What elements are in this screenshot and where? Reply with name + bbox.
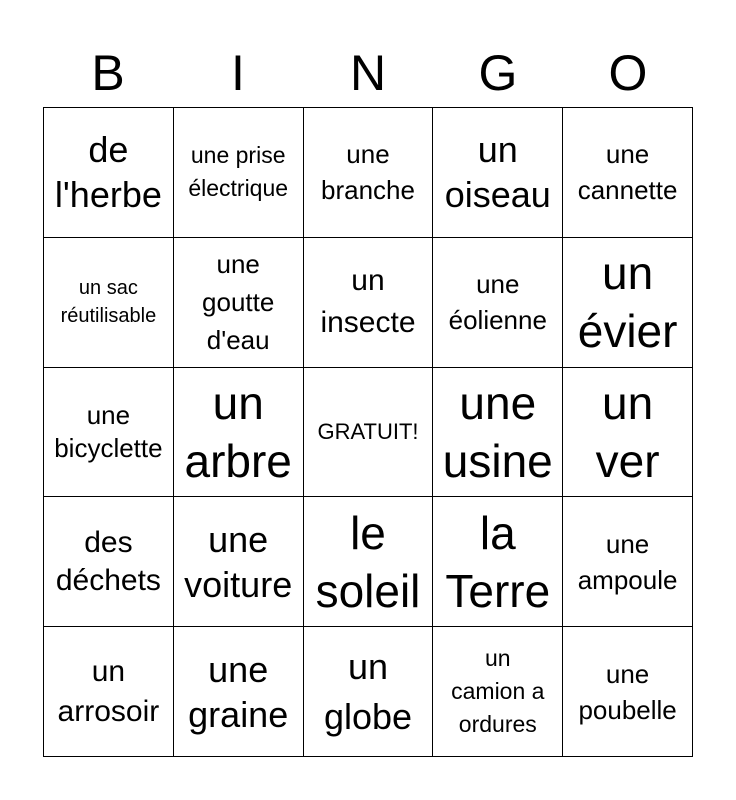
bingo-cell[interactable] [433, 497, 563, 627]
bingo-cell[interactable] [174, 238, 304, 368]
cell-label: une poubelle [578, 658, 677, 725]
cell-label: un sac réutilisable [60, 277, 157, 328]
cell-label: le soleil [315, 506, 421, 617]
free-space-label: GRATUIT! [317, 419, 419, 445]
bingo-cell[interactable] [44, 627, 174, 757]
cell-label: un ver [595, 376, 660, 487]
cell-label: un arrosoir [57, 654, 160, 728]
cell-label: une branche [321, 139, 415, 206]
bingo-cell[interactable] [174, 497, 304, 627]
cell-label: une voiture [184, 518, 293, 605]
bingo-cell[interactable] [44, 368, 174, 498]
bingo-cell[interactable] [304, 497, 434, 627]
header-letter-b: B [91, 45, 125, 101]
cell-label: un évier [577, 247, 678, 358]
bingo-cell[interactable] [174, 368, 304, 498]
bingo-cell[interactable] [563, 627, 693, 757]
bingo-header [43, 40, 693, 106]
cell-label: un insecte [320, 264, 416, 340]
cell-label: des déchets [55, 525, 161, 597]
cell-label: une prise électrique [188, 142, 289, 202]
bingo-cell[interactable] [44, 497, 174, 627]
bingo-cell[interactable] [304, 627, 434, 757]
cell-label: une cannette [577, 139, 678, 206]
bingo-cell[interactable] [433, 368, 563, 498]
header-letter-i: I [231, 45, 245, 101]
cell-label: une graine [188, 648, 289, 735]
bingo-cell[interactable] [304, 238, 434, 368]
bingo-cell[interactable] [433, 238, 563, 368]
cell-label: une ampoule [577, 528, 678, 595]
header-letter-g: G [478, 45, 518, 101]
bingo-cell[interactable] [433, 108, 563, 238]
cell-label: un arbre [184, 376, 292, 487]
header-letter-n: N [349, 45, 387, 101]
cell-label: un oiseau [444, 129, 551, 216]
cell-label: une goutte d'eau [202, 249, 275, 356]
cell-label: un globe [323, 645, 413, 737]
cell-label: une éolienne [448, 269, 547, 336]
bingo-cell[interactable] [174, 627, 304, 757]
cell-label: une usine [442, 376, 553, 487]
cell-label: une bicyclette [54, 399, 163, 463]
bingo-cell[interactable] [563, 238, 693, 368]
bingo-cell[interactable] [304, 108, 434, 238]
bingo-cell[interactable] [563, 108, 693, 238]
bingo-cell[interactable] [44, 238, 174, 368]
bingo-free-space[interactable] [304, 368, 434, 498]
bingo-cell[interactable] [433, 627, 563, 757]
bingo-cell[interactable] [563, 497, 693, 627]
header-letter-o: O [608, 45, 648, 101]
cell-label: la Terre [445, 506, 551, 617]
cell-label: de l'herbe [54, 129, 162, 216]
bingo-board [43, 107, 693, 757]
cell-label: un camion a ordures [451, 645, 545, 738]
bingo-cell[interactable] [563, 368, 693, 498]
bingo-cell[interactable] [44, 108, 174, 238]
bingo-cell[interactable] [174, 108, 304, 238]
